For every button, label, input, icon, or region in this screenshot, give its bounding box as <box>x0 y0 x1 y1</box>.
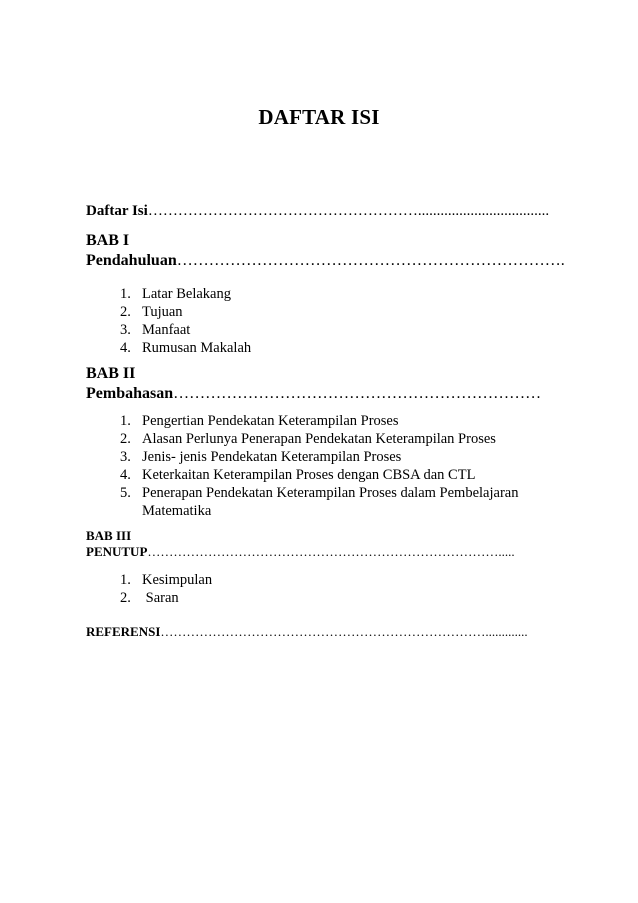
toc-entry-pembahasan <box>86 385 541 403</box>
toc-leader-dots: …………………………………………………………………............. <box>160 624 528 639</box>
toc-entry-label: Pembahasan <box>86 385 174 402</box>
list-item-text: Alasan Perlunya Penerapan Pendekatan Keterampilan Proses <box>142 431 496 447</box>
chapter-label-bab-1: BAB I <box>86 232 130 249</box>
toc-entry-pendahuluan <box>86 252 565 270</box>
list-item-text: Pengertian Pendekatan Keterampilan Proses <box>142 413 399 429</box>
list-item <box>120 484 518 502</box>
page-title: DAFTAR ISI <box>258 105 380 129</box>
list-item <box>120 412 518 430</box>
list-item <box>120 339 251 357</box>
list-item-continuation <box>120 502 518 520</box>
toc-entry-label: REFERENSI <box>86 624 161 639</box>
list-item <box>120 303 251 321</box>
toc-leader-dots: ………………………………………………………………. <box>176 252 565 269</box>
chapter-label-bab-3: BAB III <box>86 528 132 543</box>
list-item <box>120 589 212 607</box>
list-number: 2. <box>120 431 131 447</box>
list-item-text: Keterkaitan Keterampilan Proses dengan CBSA dan CTL <box>142 467 476 483</box>
list-item <box>120 321 251 339</box>
list-item <box>120 285 251 303</box>
list-item-text: Manfaat <box>142 322 191 338</box>
chapter-1-list <box>120 285 251 357</box>
list-item-text: Rumusan Makalah <box>142 340 252 356</box>
chapter-3-list <box>120 571 212 607</box>
list-item-text: Saran <box>142 590 179 606</box>
toc-leader-dots: ………………………………………………................................... <box>147 203 550 219</box>
toc-entry-referensi <box>86 624 528 640</box>
list-item-text: Tujuan <box>142 304 183 320</box>
list-item <box>120 448 518 466</box>
list-number: 1. <box>120 572 131 588</box>
toc-leader-dots: …………………………………………………………… <box>173 385 542 402</box>
list-number: 3. <box>120 449 131 465</box>
list-item <box>120 430 518 448</box>
toc-entry-label: Pendahuluan <box>86 252 177 269</box>
toc-entry-label: Daftar Isi <box>86 203 148 219</box>
toc-entry-label: PENUTUP <box>86 544 148 559</box>
list-item-text: Jenis- jenis Pendekatan Keterampilan Proses <box>142 449 402 465</box>
list-item-text: Latar Belakang <box>142 286 231 302</box>
list-item-text: Matematika <box>142 503 212 519</box>
toc-entry-daftar-isi <box>86 203 549 220</box>
list-number: 2. <box>120 304 131 320</box>
chapter-2-list <box>120 412 518 520</box>
list-number: 4. <box>120 467 131 483</box>
list-number: 2. <box>120 590 131 606</box>
toc-leader-dots: ………………………………………………………………………..... <box>147 544 515 559</box>
list-number: 1. <box>120 413 131 429</box>
list-item <box>120 466 518 484</box>
list-number: 4. <box>120 340 131 356</box>
chapter-label-bab-2: BAB II <box>86 365 136 382</box>
list-item <box>120 571 212 589</box>
list-item-text: Kesimpulan <box>142 572 213 588</box>
list-number: 3. <box>120 322 131 338</box>
list-number: 5. <box>120 485 131 501</box>
list-number: 1. <box>120 286 131 302</box>
list-item-text: Penerapan Pendekatan Keterampilan Proses dalam Pembelajaran <box>142 485 519 501</box>
toc-entry-penutup <box>86 544 515 560</box>
